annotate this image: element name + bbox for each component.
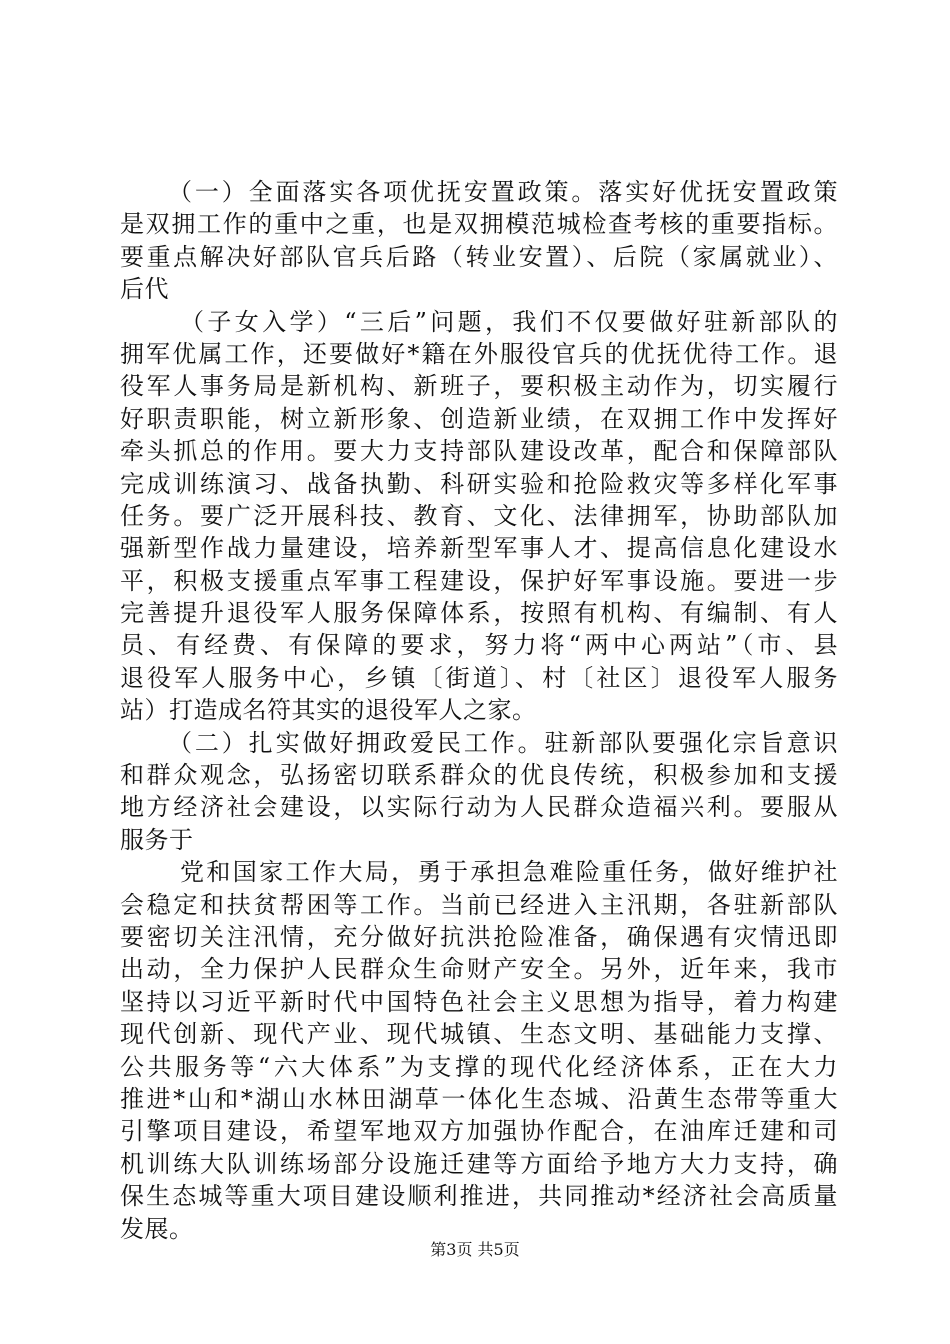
text-line: 牵头抓总的作用。要大力支持部队建设改革，配合和保障部队 <box>120 437 838 466</box>
text-line: 会稳定和扶贫帮困等工作。当前已经进入主汛期，各驻新部队 <box>120 890 838 919</box>
text-line: 平，积极支援重点军事工程建设，保护好军事设施。要进一步 <box>120 566 838 595</box>
text-line: 发展。 <box>120 1214 194 1243</box>
text-line: 强新型作战力量建设，培养新型军事人才、提高信息化建设水 <box>120 534 838 563</box>
text-line: 引擎项目建设，希望军地双方加强协作配合，在油库迁建和司 <box>120 1117 838 1146</box>
text-line: 机训练大队训练场部分设施迁建等方面给予地方大力支持，确 <box>120 1149 838 1178</box>
text-line: 退役军人服务中心，乡镇〔街道〕、村〔社区〕退役军人服务 <box>120 663 838 692</box>
text-line: 出动，全力保护人民群众生命财产安全。另外，近年来，我市 <box>120 955 838 984</box>
text-line: 是双拥工作的重中之重，也是双拥模范城检查考核的重要指标。 <box>120 210 838 239</box>
text-line: 好职责职能，树立新形象、创造新业绩，在双拥工作中发挥好 <box>120 404 838 433</box>
text-line: 保生态城等重大项目建设顺利推进，共同推动*经济社会高质量 <box>120 1182 838 1211</box>
document-body <box>120 176 838 1245</box>
text-line: 要密切关注汛情，充分做好抗洪抢险准备，确保遇有灾情迅即 <box>120 922 838 951</box>
text-line: 服务于 <box>120 825 194 854</box>
text-line: 坚持以习近平新时代中国特色社会主义思想为指导，着力构建 <box>120 987 838 1016</box>
text-line: 完善提升退役军人服务保障体系，按照有机构、有编制、有人 <box>120 599 838 628</box>
text-line: 拥军优属工作，还要做好*籍在外服役官兵的优抚优待工作。退 <box>120 339 838 368</box>
paragraph-3 <box>120 727 838 857</box>
text-line: 员、有经费、有保障的要求，努力将“两中心两站”（市、县 <box>120 631 838 660</box>
text-line: 要重点解决好部队官兵后路（转业安置）、后院（家属就业）、 <box>120 242 838 271</box>
text-line: 党和国家工作大局，勇于承担急难险重任务，做好维护社 <box>180 858 838 887</box>
text-line: （一）全面落实各项优抚安置政策。落实好优抚安置政策 <box>168 178 838 206</box>
text-line: 站）打造成名符其实的退役军人之家。 <box>120 696 537 725</box>
text-line: 任务。要广泛开展科技、教育、文化、法律拥军，协助部队加 <box>120 501 838 530</box>
text-line: （子女入学）“三后”问题，我们不仅要做好驻新部队的 <box>180 307 838 336</box>
text-line: 完成训练演习、战备执勤、科研实验和抢险救灾等多样化军事 <box>120 469 838 498</box>
text-line: 公共服务等“六大体系”为支撑的现代化经济体系，正在大力 <box>120 1052 838 1081</box>
paragraph-1 <box>120 176 838 306</box>
text-line: （二）扎实做好拥政爱民工作。驻新部队要强化宗旨意识 <box>168 728 838 757</box>
text-line: 现代创新、现代产业、现代城镇、生态文明、基础能力支撑、 <box>120 1020 838 1049</box>
text-line: 和群众观念，弘扬密切联系群众的优良传统，积极参加和支援 <box>120 761 838 790</box>
text-line: 地方经济社会建设，以实际行动为人民群众造福兴利。要服从 <box>120 793 838 822</box>
text-line: 后代 <box>120 275 169 304</box>
text-line: 推进*山和*湖山水林田湖草一体化生态城、沿黄生态带等重大 <box>120 1084 838 1113</box>
paragraph-4 <box>120 856 838 1245</box>
paragraph-2 <box>120 306 838 727</box>
text-line: 役军人事务局是新机构、新班子，要积极主动作为，切实履行 <box>120 372 838 401</box>
page-number-footer: 第3页 共5页 <box>430 1240 520 1259</box>
